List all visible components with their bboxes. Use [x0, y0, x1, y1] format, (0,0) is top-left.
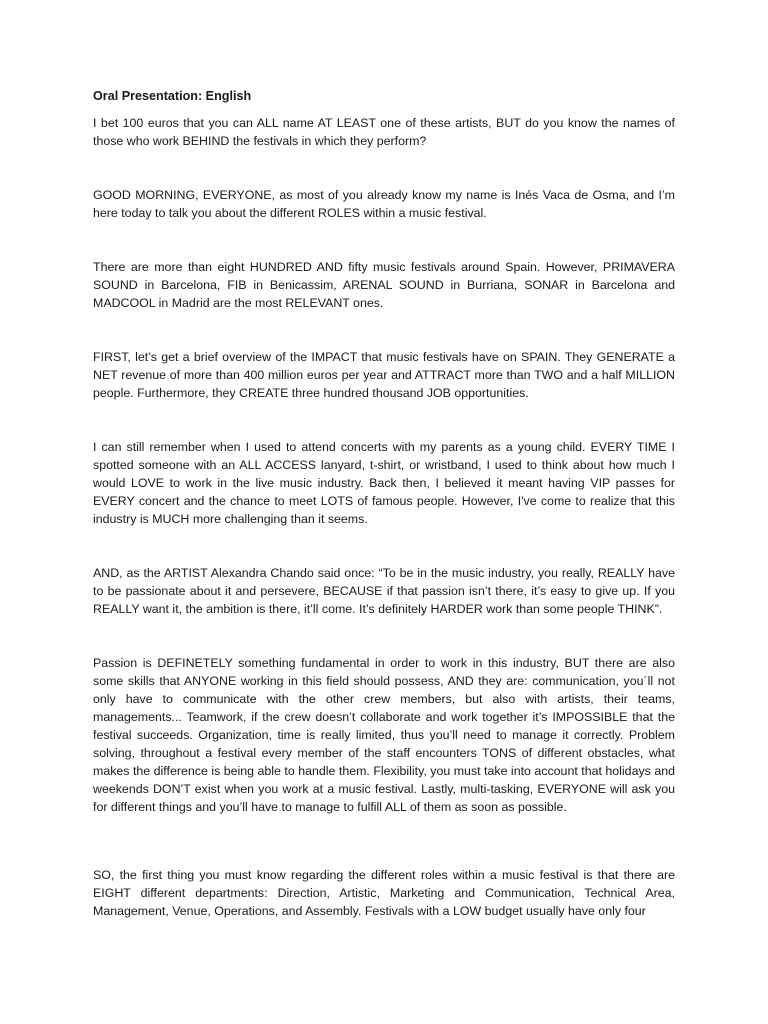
paragraph-intro-question: I bet 100 euros that you can ALL name AT LEAST one of these artists, BUT do you know the names of those who work BEHIND the festivals in which they perform?	[93, 116, 675, 148]
document-title: Oral Presentation: English	[93, 89, 252, 103]
paragraph-impact: FIRST, let’s get a brief overview of the IMPACT that music festivals have on SPAIN. They GENERATE a NET revenue of more than 400 million euros per year and ATTRACT more than TWO and a half MILLION people. Furthermore, they CREATE three hundred thousand JOB opportunities.	[93, 350, 675, 400]
paragraph-quote: AND, as the ARTIST Alexandra Chando said once: “To be in the music industry, you really, REALLY have to be passionate about it and persevere, BECAUSE if that passion isn’t there, it’s easy to give up. If you REALLY want it, the ambition is there, it’ll come. It’s definitely HARDER work than some people THINK”.	[93, 566, 675, 616]
paragraph-departments: SO, the first thing you must know regarding the different roles within a music festival is that there are EIGHT different departments: Direction, Artistic, Marketing and Communication, Technical Area, Management, Venue, Operations, and Assembly. Festivals with a LOW budget usually have only four	[93, 868, 675, 918]
paragraph-festivals-in-spain: There are more than eight HUNDRED AND fifty music festivals around Spain. However, PRIMAVERA SOUND in Barcelona, FIB in Benicassim, ARENAL SOUND in Burriana, SONAR in Barcelona and MADCOOL in Madrid are the most RELEVANT ones.	[93, 260, 675, 310]
paragraph-childhood-memory: I can still remember when I used to attend concerts with my parents as a young child. EVERY TIME I spotted someone with an ALL ACCESS lanyard, t-shirt, or wristband, I used to think about how much I would LOVE to work in the live music industry. Back then, I believed it meant having VIP passes for EVERY concert and the chance to meet LOTS of famous people. However, I've come to realize that this industry is MUCH more challenging than it seems.	[93, 440, 675, 526]
paragraph-skills: Passion is DEFINETELY something fundamental in order to work in this industry, BUT there are also some skills that ANYONE working in this field should possess, AND they are: communication, you´ll not only have to communicate with the other crew members, but also with artists, their teams, managements... Teamwork, if the crew doesn’t collaborate and work together it’s IMPOSSIBLE that the festival succeeds. Organization, time is really limited, thus you’ll need to manage it correctly. Problem solving, throughout a festival every member of the staff encounters TONS of different obstacles, what makes the difference is being able to handle them. Flexibility, you must take into account that holidays and weekends DON’T exist when you work at a music festival. Lastly, multi-tasking, EVERYONE will ask you for different things and you’ll have to manage to fulfill ALL of them as soon as possible.	[93, 656, 675, 814]
paragraph-greeting: GOOD MORNING, EVERYONE, as most of you already know my name is Inés Vaca de Osma, and I’m here today to talk you about the different ROLES within a music festival.	[93, 188, 675, 220]
